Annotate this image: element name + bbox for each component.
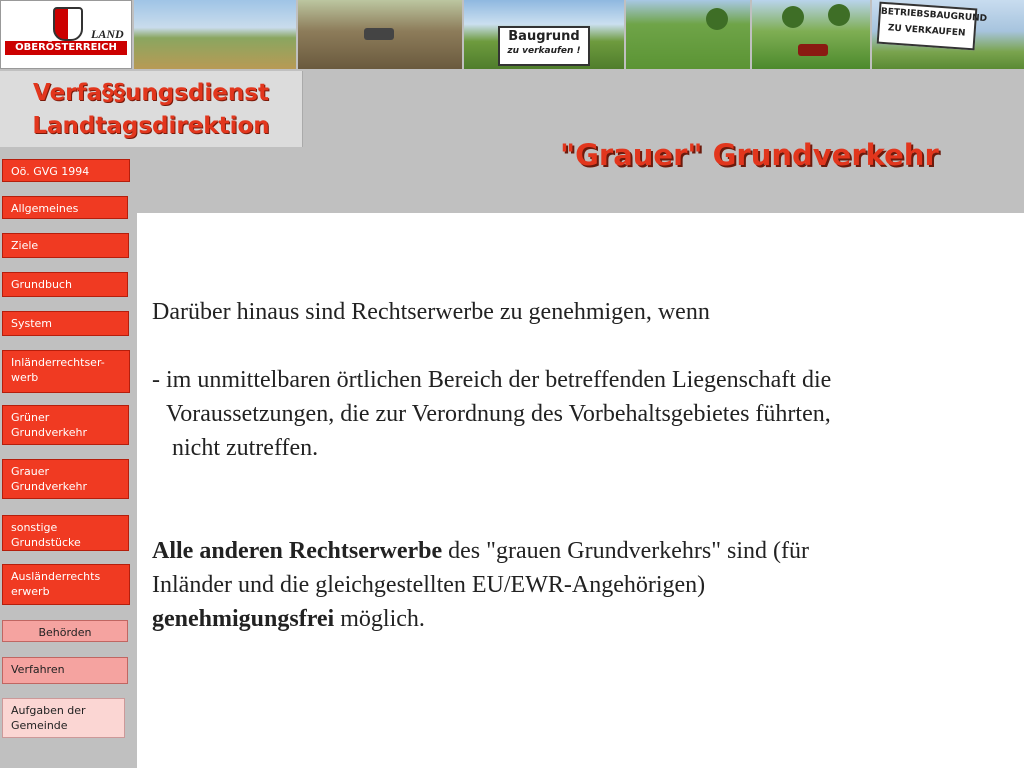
content-line: Voraussetzungen, die zur Verordnung des Vorbehaltsgebietes führten, xyxy=(166,401,831,427)
baugrund-sign xyxy=(498,26,590,66)
betriebsbaugrund-sign-photo xyxy=(872,0,1024,69)
nav-button-system[interactable]: System xyxy=(2,311,129,336)
content-paragraph-line xyxy=(152,602,425,636)
department-line-2: Landtagsdirektion xyxy=(32,113,270,139)
nav-button-inlaenderrechtserwerb[interactable]: Inländerrechtser- werb xyxy=(2,350,130,393)
tree-shape xyxy=(706,8,728,30)
betriebsbaugrund-sign-line2: ZU VERKAUFEN xyxy=(887,23,966,39)
content-text: des "grauen Grundverkehrs" sind (für xyxy=(442,538,809,564)
nav-button-verfahren[interactable]: Verfahren xyxy=(2,657,128,684)
page-title: "Grauer" Grundverkehr xyxy=(560,138,939,172)
landscape-photo-1 xyxy=(134,0,296,69)
tractor-field-photo xyxy=(752,0,870,69)
logo-state-text: OBERÖSTERREICH xyxy=(5,41,127,55)
emphasis-text: Alle anderen Rechtserwerbe xyxy=(152,538,443,564)
emphasis-text: genehmigungsfrei xyxy=(152,606,335,632)
tree-shape xyxy=(782,6,804,28)
tree-shape xyxy=(828,4,850,26)
nav-button-ziele[interactable]: Ziele xyxy=(2,233,129,258)
content-text: möglich. xyxy=(334,606,425,632)
betriebsbaugrund-sign-line1: BETRIEBSBAUGRUND xyxy=(880,6,988,25)
content-line: Inländer und die gleichgestellten EU/EWR-Angehörigen) xyxy=(152,572,706,598)
tractor-shape xyxy=(798,44,828,56)
nav-button-gvg-1994[interactable]: Oö. GVG 1994 xyxy=(2,159,130,182)
tractor-shape xyxy=(364,28,394,40)
land-oberoesterreich-logo xyxy=(0,0,132,69)
coat-of-arms-icon xyxy=(53,7,83,41)
content-line: - im unmittelbaren örtlichen Bereich der betreffenden Liegenschaft die xyxy=(152,367,832,393)
village-photo xyxy=(626,0,750,69)
nav-button-aufgaben-der-gemeinde[interactable]: Aufgaben der Gemeinde xyxy=(2,698,125,738)
nav-button-gruener-grundverkehr[interactable]: Grüner Grundverkehr xyxy=(2,405,129,445)
baugrund-sign-subtext: zu verkaufen ! xyxy=(507,46,581,56)
nav-button-allgemeines[interactable]: Allgemeines xyxy=(2,196,128,219)
baugrund-sign-photo xyxy=(464,0,624,69)
department-line-1: Verfa§§ungsdienst xyxy=(33,80,269,106)
department-box xyxy=(0,71,303,147)
nav-button-grauer-grundverkehr[interactable]: Grauer Grundverkehr xyxy=(2,459,129,499)
nav-button-grundbuch[interactable]: Grundbuch xyxy=(2,272,128,297)
betriebsbaugrund-sign xyxy=(877,2,988,51)
content-line: Darüber hinaus sind Rechtserwerbe zu genehmigen, wenn xyxy=(152,299,710,325)
nav-button-auslaenderrechtserwerb[interactable]: Ausländerrechts erwerb xyxy=(2,564,130,605)
content-line: nicht zutreffen. xyxy=(172,435,319,461)
content-paragraph-line xyxy=(152,534,809,568)
baugrund-sign-text: Baugrund xyxy=(508,29,580,44)
department-title xyxy=(4,77,298,143)
nav-button-behoerden[interactable]: Behörden xyxy=(2,620,128,642)
header-photo-strip xyxy=(0,0,1024,69)
field-tractor-photo xyxy=(298,0,462,69)
logo-land-text: LAND xyxy=(91,27,124,41)
nav-button-sonstige-grundstuecke[interactable]: sonstige Grundstücke xyxy=(2,515,129,551)
